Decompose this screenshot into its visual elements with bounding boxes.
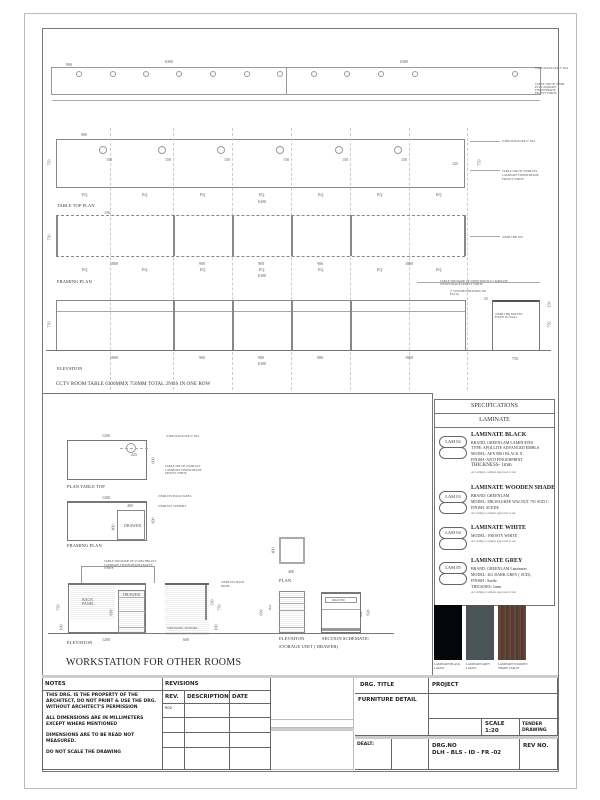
back-panel-label: BACK PANEL: [82, 597, 95, 606]
date-cell: [230, 704, 271, 718]
dim-plan-depth: 400: [270, 547, 276, 554]
note-item: THIS DRG. IS THE PROPERTY OF THE ARCHITECT, DO NOT PRINT & USE THE DRG. WITHOUT ARCHITECT'S PERMISSION: [46, 693, 157, 710]
specifications-panel: [434, 399, 555, 606]
floor-line: [258, 633, 394, 634]
storage-section-label: SECTION SCHEMATIC: [322, 636, 370, 641]
logo-cell-strip: [271, 720, 354, 728]
drawer-line: [279, 627, 305, 628]
dim-total: 6300: [258, 273, 266, 278]
shelf-line: [322, 609, 360, 610]
drawer-label: DRAWER: [123, 592, 141, 597]
overall-plan-outline: [51, 67, 541, 95]
dim-bal: BAL: [359, 611, 363, 617]
note-item: ALL DIMENSIONS ARE IN MILLIMETERS EXCEPT WHERE MENTIONED: [46, 716, 144, 727]
swatch-laminate-grey: [466, 605, 494, 660]
note-beading: 2" WOODEN BEADING ON FACIA: [450, 289, 487, 296]
dim-segment: 1800: [405, 355, 413, 360]
dim-side-width: 750: [512, 356, 518, 361]
spec-subtitle: LAMINATE: [435, 414, 554, 428]
drg-no-label: DRG.NO: [432, 743, 457, 749]
dim-segment: 1800: [405, 261, 413, 266]
rev-no-label: REV NO.: [520, 739, 558, 770]
drawer-line: [279, 610, 305, 611]
dim-segment: 900: [199, 261, 205, 266]
rev-cell: R00: [163, 704, 185, 718]
wire-hole: [276, 146, 284, 154]
project-label: PROJECT: [429, 678, 558, 694]
dim-hole: 150: [283, 157, 289, 162]
lam-detail: BRAND: GREENLAM Laminates: [471, 566, 527, 571]
lam-code-badge-empty: [439, 447, 467, 459]
wire-hole: [143, 71, 149, 77]
base-line: [322, 628, 360, 631]
dim-height: 630: [365, 609, 371, 616]
note-item: DO NOT SCALE THE DRAWING: [46, 750, 121, 755]
revisions-header: REVISIONS: [165, 681, 199, 687]
dealt-value: [392, 739, 429, 770]
dim-hole: 150: [342, 157, 348, 162]
description-col-header: DESCRIPTION: [185, 691, 230, 704]
dim-depth: 600: [150, 517, 156, 524]
dim-total: 6300: [258, 199, 266, 204]
wire-hole: [277, 71, 283, 77]
notes-header: NOTES: [45, 681, 66, 687]
view-title-table-top-plan: TABLE TOP PLAN: [57, 203, 95, 208]
frame-leg: [350, 215, 352, 256]
scale-cell: [482, 719, 520, 736]
wire-hole: [412, 71, 418, 77]
view-title-framing-plan: FRAMING PLAN: [67, 543, 102, 548]
wire-hole: [76, 71, 82, 77]
view-title-elevation: ELEVATION: [57, 366, 83, 371]
leader-line: [470, 170, 500, 171]
note-wire-manager: WIRE MANAGER 3" DIA: [535, 66, 569, 70]
lam-detail: FINISH : Suede: [471, 578, 497, 583]
blank-cell: [429, 719, 482, 736]
note-back-panel: 25MM PLY BACK PANEL: [158, 494, 192, 498]
drawer-line: [118, 597, 145, 598]
wire-hole: [210, 71, 216, 77]
wire-hole: [176, 71, 182, 77]
frame-bottom-edge: [56, 256, 465, 257]
lam-detail: MODEL: AFX 9861 BLACK X: [471, 451, 523, 456]
storage-caption: STORAGE UNIT ( DRAWER): [279, 644, 339, 649]
apron-line: [57, 311, 465, 312]
eq-label: EQ: [318, 267, 324, 272]
tender-drawing-status: TENDER DRAWING: [520, 719, 558, 736]
swatch-label: LAMINATE GREY LAM 05: [466, 662, 491, 670]
lam-title: LAMINATE BLACK: [471, 432, 527, 438]
lam-code-badge: LAM 03: [439, 491, 467, 503]
lam-detail: FINISH -ANTI FINGERPRINT: [471, 457, 523, 462]
frame-leg: [173, 215, 175, 256]
dim-900: 900: [81, 132, 87, 137]
dimension-line: [52, 100, 540, 101]
elevation-leg: [291, 300, 293, 350]
elevation-outline: [56, 300, 466, 350]
dim-900: 900: [66, 62, 72, 67]
dim-depth: 750: [46, 234, 52, 241]
lam-code-badge-empty: [439, 573, 467, 585]
dim-segment: 900: [317, 261, 323, 266]
eq-label: EQ: [436, 267, 442, 272]
logo-cell-top: [271, 678, 354, 720]
wire-hole: [311, 71, 317, 77]
lam-note: According to sample approved at site: [471, 590, 516, 594]
lam-detail: MODEL : FROSTY WHITE: [471, 533, 518, 538]
drawer-line: [279, 603, 305, 604]
lam-code-badge: LAM 04: [439, 527, 467, 539]
leader-line: [470, 236, 500, 237]
note-ply: 25MM THK PLY: [502, 235, 524, 239]
wire-hole: [335, 146, 343, 154]
lam-detail: BRAND: GREENLAM LAMINATES: [471, 440, 533, 445]
overall-plan-joint: [286, 67, 287, 95]
dim-depth-right: 750: [476, 159, 482, 166]
rev-cell: [163, 733, 185, 748]
logo-cell-bottom: [271, 731, 354, 770]
note-back-panel: 25MM PLY BACK PANEL: [221, 580, 245, 588]
lam-detail: TYPE: APOLLITE ADVANCED EMBLS: [471, 445, 540, 450]
dim-segment: 900: [199, 355, 205, 360]
lam-title: LAMINATE WOODEN SHADE: [471, 485, 556, 491]
date-cell: [230, 718, 271, 733]
wire-hole: [512, 71, 518, 77]
dim-side-top: 150: [546, 301, 552, 308]
dim-side-kick: 100: [213, 624, 219, 631]
wire-hole: [99, 146, 107, 154]
lam-note: According to sample approved at site: [471, 511, 516, 515]
cctv-table-caption: CCTV ROOM TABLE 6300MMX 750MM TOTAL 2NOS IN ONE ROW: [56, 382, 211, 387]
rev-col-header: REV.: [163, 691, 185, 704]
side-section: [492, 300, 540, 350]
storage-plan-label: PLAN: [279, 578, 292, 583]
lam-code-badge: LAM 02: [439, 436, 467, 448]
elevation-leg: [173, 300, 175, 350]
desc-cell: [185, 718, 230, 733]
wire-hole: [394, 146, 402, 154]
centerline: [120, 448, 148, 449]
desc-cell: [185, 733, 230, 748]
eq-label: EQ: [82, 192, 88, 197]
scale-value: 1:20: [485, 728, 499, 734]
lam-detail: BRAND: GREENLAM: [471, 493, 510, 498]
dim-total-right: 6300: [400, 59, 408, 64]
table-top-outline: [56, 139, 465, 188]
dim-kick: 100: [58, 624, 64, 631]
wire-hole: [217, 146, 225, 154]
eq-label: EQ: [82, 267, 88, 272]
dealt-label: DEALT:: [355, 739, 392, 770]
storage-elevation-label: ELEVATION: [279, 636, 305, 641]
frame-top-edge: [56, 215, 465, 216]
frame-leg: [464, 215, 466, 256]
dim-hole: 150: [401, 157, 407, 162]
note-table-top: TABLE TOP OF 25MM PLY LAMINATE FINISH SHADE FROSTY WHITE: [502, 169, 539, 181]
dim-depth: 750: [46, 159, 52, 166]
lam-code-badge: LAM 05: [439, 562, 467, 574]
scale-label: SCALE: [485, 721, 505, 727]
dim-height: 750: [55, 604, 61, 611]
dim-width: 1200: [102, 637, 110, 642]
eq-label: EQ: [259, 267, 265, 272]
drawer-line: [118, 611, 145, 612]
dim-plan-width: 400: [288, 569, 294, 574]
dim-segment: 900: [258, 355, 264, 360]
view-title-framing-plan: FRAMING PLAN: [57, 279, 92, 284]
eq-label: EQ: [436, 192, 442, 197]
lam-note: According to sample approved at site: [471, 470, 516, 474]
dim-segment: 900: [317, 355, 323, 360]
project-value: [429, 694, 558, 719]
desc-cell: [185, 704, 230, 718]
lam-detail: MODEL: 261 DARK GREY ( SUD).: [471, 572, 532, 577]
elevation-leg: [232, 300, 234, 350]
wire-hole: [378, 71, 384, 77]
floor-line: [48, 633, 258, 634]
lam-code-badge-empty: [439, 502, 467, 514]
dim-total-left: 6300: [165, 59, 173, 64]
note-table-top: TABLE TOP OF 25MM PLY LAMINATE FINISH SHADE FROSTY WHITE: [535, 82, 565, 95]
wire-hole: [244, 71, 250, 77]
dim-segment: 1800: [110, 355, 118, 360]
dim-side-750: 750: [216, 604, 222, 611]
lam-note: According to sample approved at site: [471, 539, 516, 543]
date-col-header: DATE: [230, 691, 271, 704]
swatch-laminate-black: [434, 605, 462, 660]
storage-plan-box: [279, 537, 305, 564]
dim-side-530: 530: [209, 599, 215, 606]
date-cell: [230, 733, 271, 748]
dim-drawer-width: 400: [127, 503, 133, 508]
frame-leg: [232, 215, 234, 256]
lam-detail: THICKNES: 1mm: [471, 584, 502, 589]
section-divider-horizontal: [42, 393, 432, 394]
lam-detail: FINISH: SUEDE: [471, 505, 499, 510]
note-item: DIMENSIONS ARE TO BE READ NOT MEASURED.: [46, 733, 135, 744]
dim-height: 750: [46, 321, 52, 328]
dim-depth: 600: [150, 457, 156, 464]
desc-cell: [185, 748, 230, 770]
notes-body: [42, 691, 163, 770]
note-table-top: TABLE TOP OF 25MM PLY LAMINATE FINISH SHADE FROSTY WHITE: [165, 464, 202, 475]
workstation-caption: WORKSTATION FOR OTHER ROOMS: [66, 657, 242, 668]
leader-line: [470, 141, 500, 142]
leader-line: [81, 566, 82, 583]
dim-hole: 150: [165, 157, 171, 162]
wire-hole: [110, 71, 116, 77]
drg-no-cell: [429, 739, 520, 770]
eq-label: EQ: [377, 192, 383, 197]
note-ply-support: 25MM PLY SUPPORT: [158, 504, 187, 508]
note-wire-manager: WIRE MANAGER 3" DIA: [502, 139, 536, 143]
swatch-label: LAMINATE BLACK LAM 02: [434, 662, 461, 670]
note-table-top: TABLE TOP MADE OF 25MM THK PLY LAMINATE FINISH SHADE FROSTY WHITE: [440, 279, 508, 286]
dim-segment: 900: [258, 261, 264, 266]
eq-label: EQ: [259, 192, 265, 197]
rev-cell: [163, 718, 185, 733]
lam-title: LAMINATE WHITE: [471, 525, 526, 531]
frame-leg: [56, 215, 58, 256]
wire-hole: [344, 71, 350, 77]
eq-label: EQ: [142, 192, 148, 197]
eq-label: EQ: [318, 192, 324, 197]
lam-code-badge-empty: [439, 538, 467, 550]
eq-label: EQ: [200, 192, 206, 197]
section-drawer-label: DRAWER: [332, 598, 345, 602]
drg-title-value: FURNITURE DETAIL: [355, 694, 429, 736]
spec-title: SPECIFICATIONS: [435, 400, 554, 414]
drawer-line: [118, 627, 145, 628]
dim-drawer-height: 630: [108, 609, 114, 616]
swatch-laminate-wooden: [498, 605, 526, 660]
drawer-line: [279, 597, 305, 598]
eq-label: EQ: [142, 267, 148, 272]
frame-leg: [291, 215, 293, 256]
dim-height: 630: [258, 609, 264, 616]
back-panel-edge: [205, 585, 207, 620]
view-title-plan-table-top: PLAN TABLE TOP: [67, 484, 105, 489]
eq-label: EQ: [377, 267, 383, 272]
dim-hole: 150: [106, 157, 112, 162]
note-wire-manager: WIRE MANAGER 3" DIA: [166, 434, 200, 438]
floor-line: [46, 350, 551, 351]
elevation-leg: [350, 300, 352, 350]
date-cell: [230, 748, 271, 770]
dim-total: 6300: [258, 361, 266, 366]
dim-width: 1200: [102, 433, 110, 438]
dim-side-width: 600: [183, 637, 189, 642]
lam-detail: THICKNESS- 1mm: [471, 463, 512, 468]
section-divider-vertical: [432, 393, 433, 675]
eq-label: EQ: [200, 267, 206, 272]
view-title-elevation: ELEVATION: [67, 640, 93, 645]
lam-detail: MODEL: MILWAUKEE WALNUT 791 SUD C: [471, 499, 549, 504]
lam-title: LAMINATE GREY: [471, 558, 523, 564]
dim-150: 150: [104, 210, 110, 215]
swatch-label: LAMINATE WOODEN SHADE LAM 03: [498, 662, 528, 670]
dim-side-height: 750: [546, 321, 552, 328]
dim-bead: 25: [484, 296, 488, 301]
note-table-top: TABLE TOP MADE OF 25 MM THK PLY LAMINATE FINISH SHADE FRAFTY WHITE: [104, 559, 157, 570]
dim-hole-edge: 225: [131, 452, 137, 457]
revisions-header-cell: [163, 678, 271, 691]
rev-cell: [163, 748, 185, 770]
note-batten: 25MM THK BATTEN FIXED TO WALL: [495, 312, 523, 319]
drg-no-value: DLH - BLS - ID - FR -02: [432, 750, 502, 756]
dim-width: 1200: [102, 495, 110, 500]
dim-drawer-depth: 400: [110, 524, 116, 531]
dim-edge-offset: 125: [452, 161, 458, 166]
notes-header-cell: [42, 678, 163, 691]
dim-segment: 1800: [110, 261, 118, 266]
drawer-label: DRAWER: [124, 523, 142, 528]
side-panel-label: SIDE PANEL SUPPORT: [167, 626, 198, 630]
dim-hole: 150: [224, 157, 230, 162]
wire-hole: [158, 146, 166, 154]
drg-title-label: DRG. TITLE: [355, 678, 429, 694]
dim-bal: BAL: [268, 604, 272, 610]
